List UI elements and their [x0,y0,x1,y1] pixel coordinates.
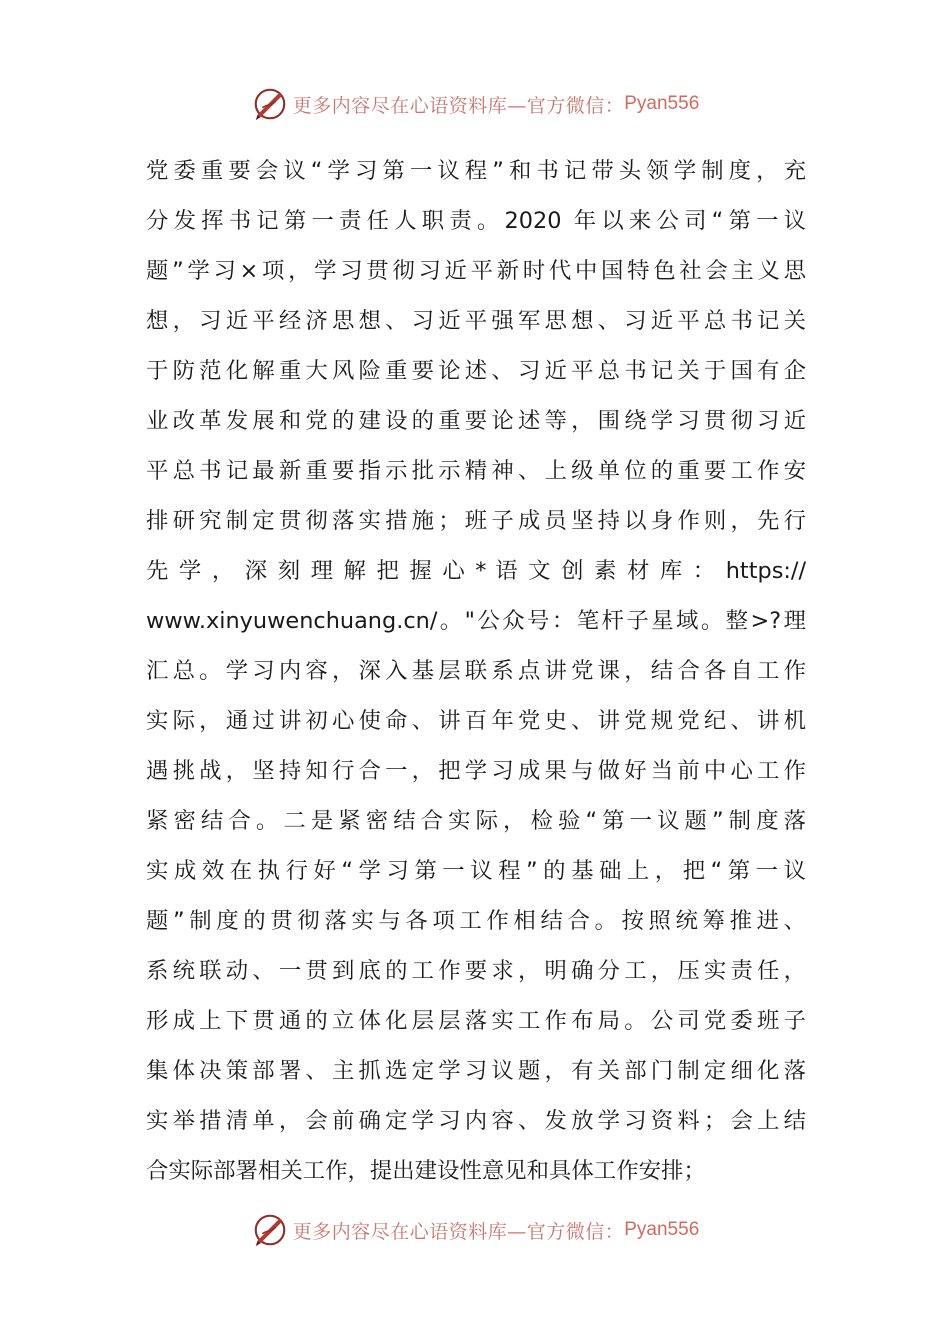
pen-logo-icon [251,85,289,123]
text-line: 业改革发展和党的建设的重要论述等，围绕学习贯彻习近 [146,408,806,434]
text-line: 排研究制定贯彻落实措施；班子成员坚持以身作则，先行 [146,508,806,534]
text-line: 汇总。学习内容，深入基层联系点讲党课，结合各自工作 [146,658,806,684]
text-line: 想，习近平经济思想、习近平强军思想、习近平总书记关 [146,308,806,334]
text-line: 于防范化解重大风险重要论述、习近平总书记关于国有企 [146,358,806,384]
text-line: 紧密结合。二是紧密结合实际，检验“第一议题”制度落 [146,808,806,834]
text-line: 题”学习×项，学习贯彻习近平新时代中国特色社会主义思 [146,258,806,284]
text-line: 题”制度的贯彻落实与各项工作相结合。按照统筹推进、 [146,908,806,934]
header-watermark [0,84,950,124]
text-line: 形成上下贯通的立体化层层落实工作布局。公司党委班子 [146,1008,806,1034]
footer-watermark [0,1210,950,1250]
text-line: 实举措清单，会前确定学习内容、发放学习资料；会上结 [146,1108,806,1134]
text-line: 先 学 ， 深 刻 理 解 把 握 心 * 语 文 创 素 材 库 ： https:// [146,558,806,584]
watermark-text: 更多内容尽在心语资料库—官方微信： [292,1220,625,1243]
text-line: 实成效在执行好“学习第一议程”的基础上，把“第一议 [146,858,806,884]
text-line: 合实际部署相关工作，提出建设性意见和具体工作安排； [146,1158,706,1184]
text-line: 党委重要会议“学习第一议程”和书记带头领学制度，充 [146,158,806,184]
text-line: 分发挥书记第一责任人职责。2020 年以来公司“第一议 [146,208,806,234]
text-line: 系统联动、一贯到底的工作要求，明确分工，压实责任， [146,958,806,984]
text-line: www.xinyuwenchuang.cn/。"公众号：笔杆子星域。整>?理 [146,608,806,634]
body-text [146,146,806,1196]
pen-logo-icon [251,1211,289,1249]
watermark-text: 更多内容尽在心语资料库—官方微信： [292,94,625,117]
watermark-brand: Pyan556 [624,93,700,114]
watermark-brand: Pyan556 [624,1219,700,1240]
text-line: 遇挑战，坚持知行合一，把学习成果与做好当前中心工作 [146,758,806,784]
text-line: 平总书记最新重要指示批示精神、上级单位的重要工作安 [146,458,806,484]
text-line: 实际，通过讲初心使命、讲百年党史、讲党规党纪、讲机 [146,708,806,734]
text-line: 集体决策部署、主抓选定学习议题，有关部门制定细化落 [146,1058,806,1084]
